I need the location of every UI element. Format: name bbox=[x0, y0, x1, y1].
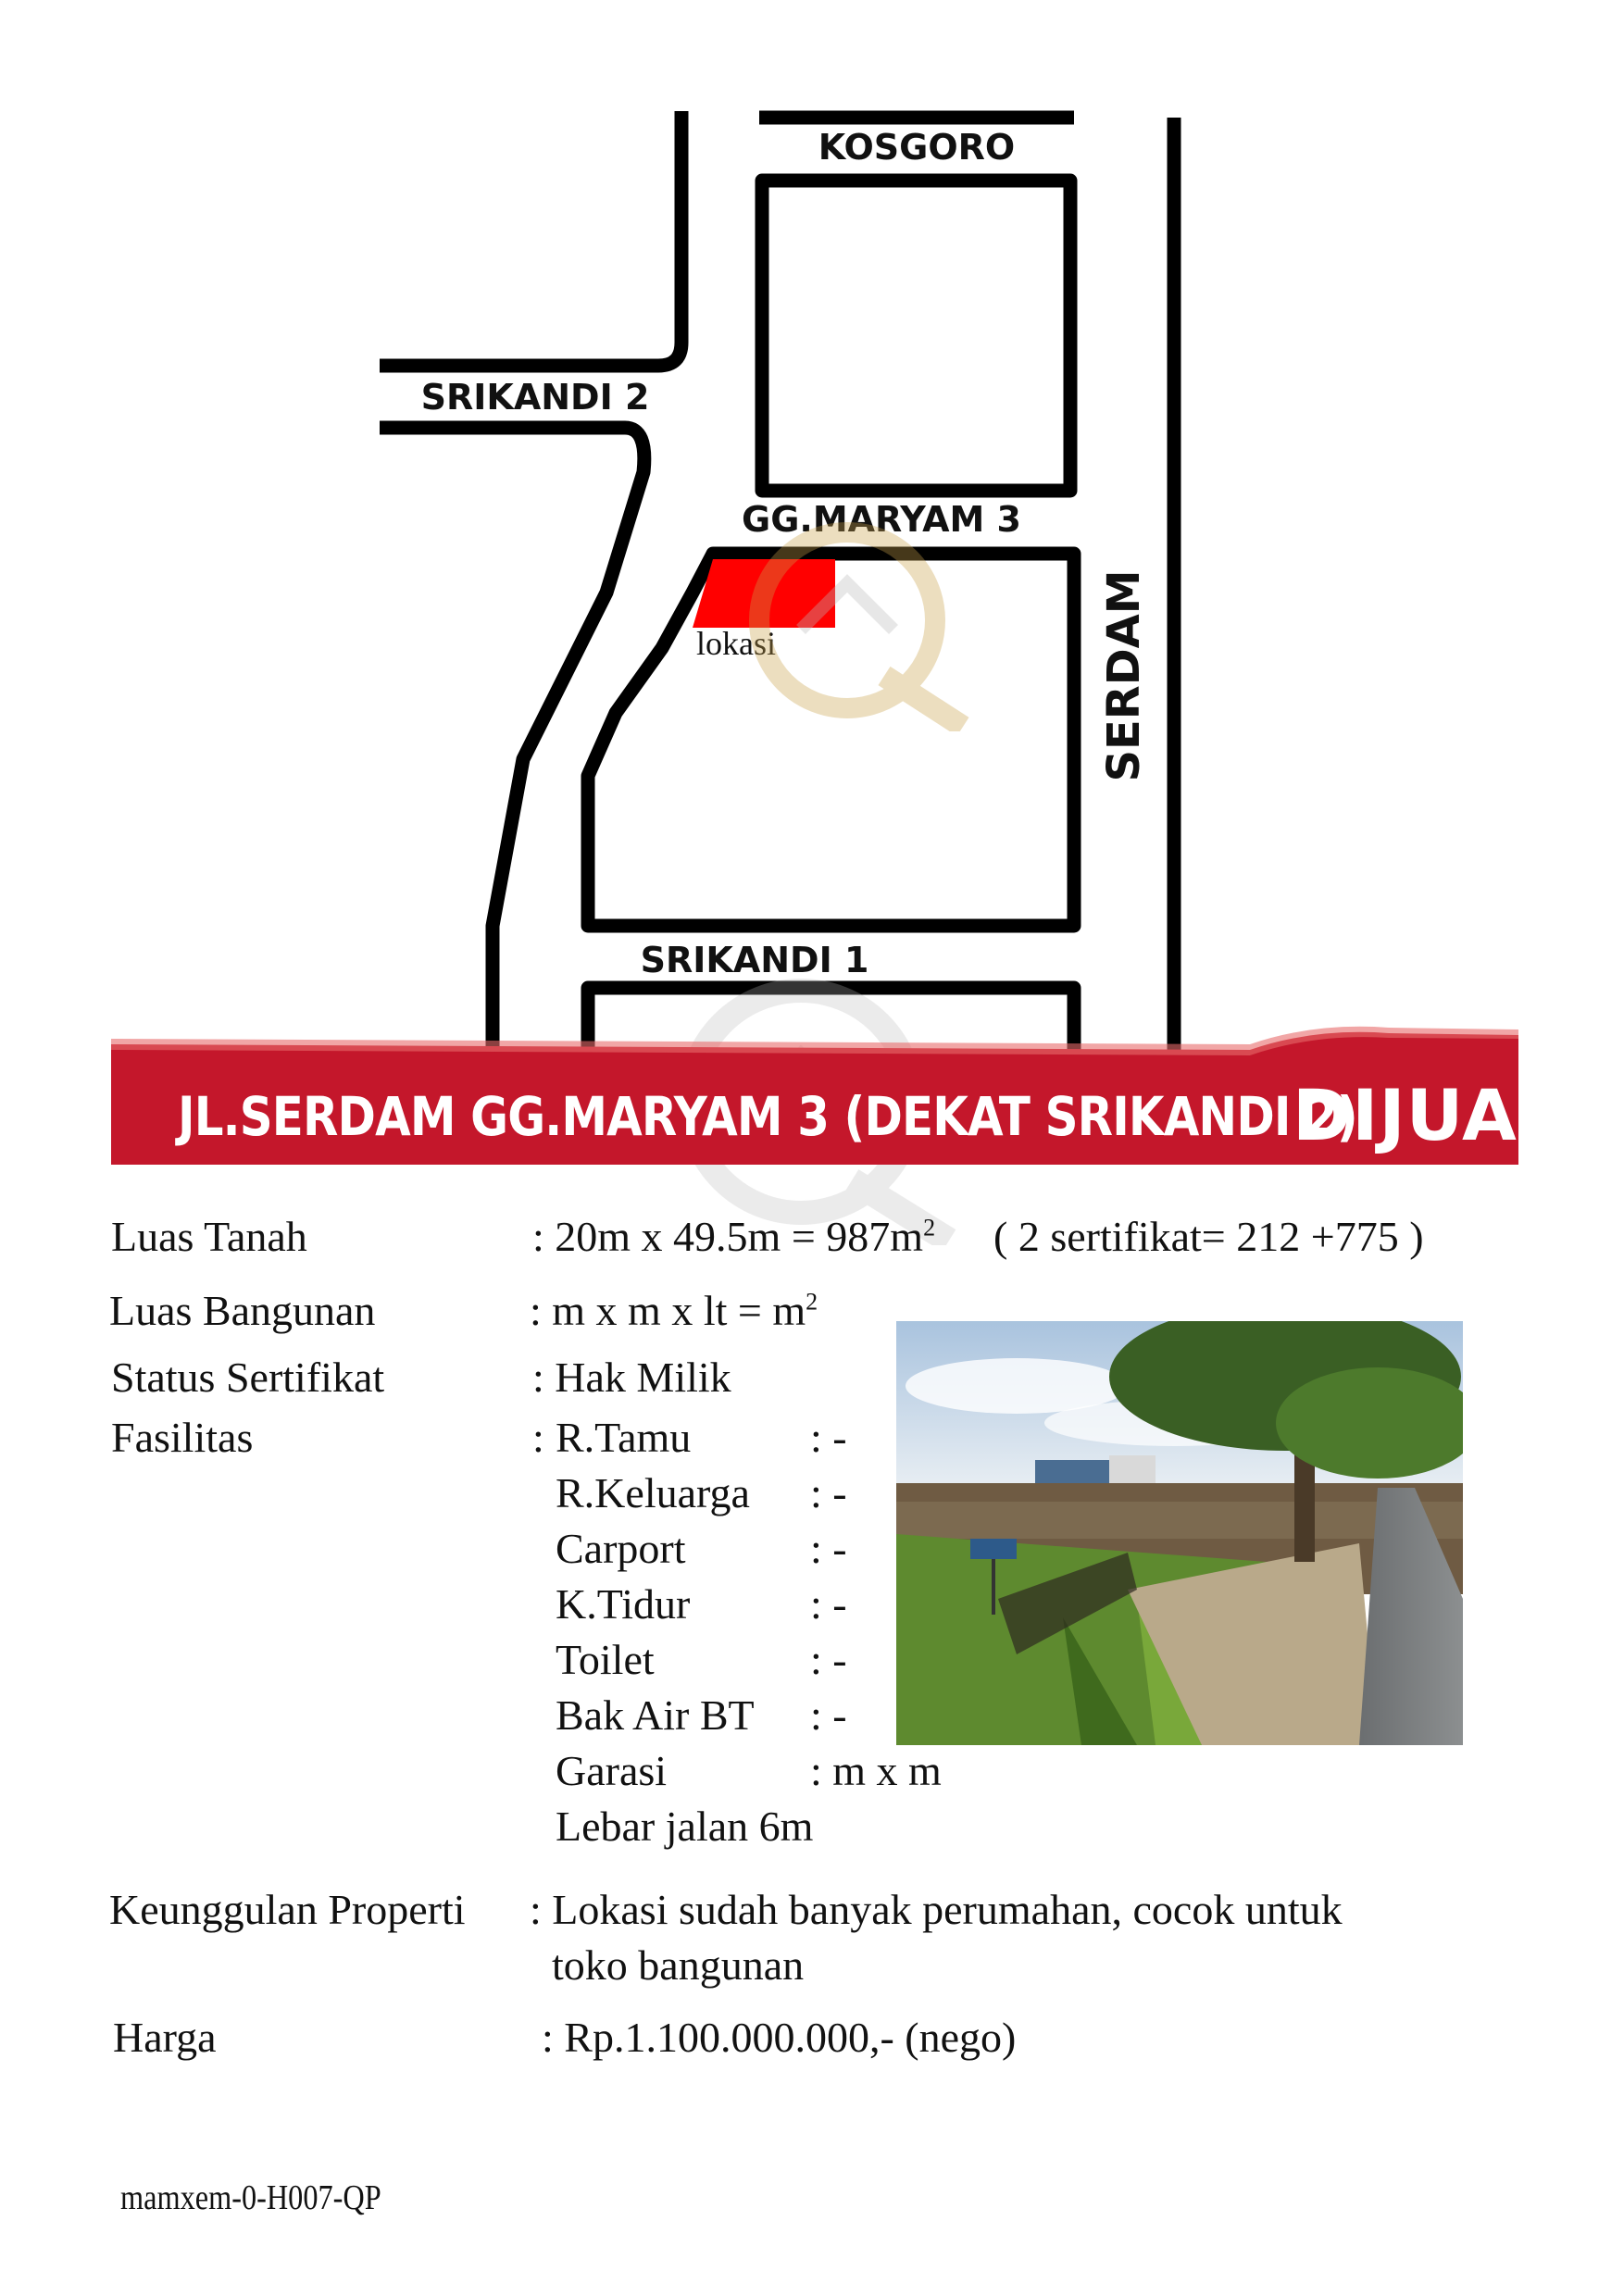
fasilitas-item-value: : - bbox=[810, 1525, 847, 1572]
for-sale-tag: DIJUAL bbox=[1293, 1074, 1564, 1156]
location-map bbox=[0, 0, 1624, 1092]
road-label-serdam: SERDAM bbox=[1098, 569, 1150, 782]
luas-bangunan-label: Luas Bangunan bbox=[109, 1287, 376, 1334]
keunggulan-line2: toko bangunan bbox=[552, 1941, 805, 1989]
fasilitas-item-name: Bak Air BT bbox=[556, 1691, 755, 1739]
fasilitas-item-name: Garasi bbox=[556, 1747, 668, 1794]
location-label: lokasi bbox=[696, 625, 776, 662]
luas-tanah-text: : 20m x 49.5m = 987m bbox=[532, 1213, 924, 1260]
status-sertifikat-value: : Hak Milik bbox=[532, 1354, 731, 1401]
status-sertifikat-label: Status Sertifikat bbox=[111, 1354, 385, 1401]
luas-bangunan-sup: 2 bbox=[806, 1288, 818, 1316]
road-label-kosgoro: KOSGORO bbox=[818, 127, 1016, 168]
fasilitas-label: Fasilitas bbox=[111, 1414, 254, 1461]
fasilitas-item-name: K.Tidur bbox=[556, 1580, 691, 1628]
listing-code: mamxem-0-H007-QP bbox=[120, 2178, 381, 2217]
keunggulan-line1: : Lokasi sudah banyak perumahan, cocok untuk bbox=[530, 1886, 1343, 1933]
lebar-jalan: Lebar jalan 6m bbox=[556, 1803, 814, 1850]
fasilitas-item-value: : - bbox=[810, 1636, 847, 1683]
fasilitas-item-value: : - bbox=[810, 1580, 847, 1628]
banner-title: JL.SERDAM GG.MARYAM 3 (DEKAT SRIKANDI 2) bbox=[178, 1085, 1357, 1148]
road-label-gg-maryam3: GG.MARYAM 3 bbox=[742, 499, 1021, 540]
fasilitas-item-name: R.Tamu bbox=[556, 1414, 692, 1461]
harga-value: : Rp.1.100.000.000,- (nego) bbox=[542, 2014, 1017, 2061]
road-label-srikandi1: SRIKANDI 1 bbox=[640, 940, 869, 980]
road-line bbox=[380, 111, 681, 366]
property-photo bbox=[896, 1321, 1463, 1745]
luas-bangunan-text: : m x m x lt = m bbox=[530, 1287, 806, 1334]
luas-bangunan-value bbox=[530, 1287, 818, 1334]
fasilitas-item-name: Carport bbox=[556, 1525, 686, 1572]
road-label-srikandi2: SRIKANDI 2 bbox=[420, 377, 650, 418]
luas-tanah-value bbox=[532, 1213, 936, 1260]
harga-label: Harga bbox=[113, 2014, 217, 2061]
luas-tanah-extra: ( 2 sertifikat= 212 +775 ) bbox=[993, 1213, 1424, 1260]
fasilitas-item-name: R.Keluarga bbox=[556, 1469, 750, 1516]
fasilitas-item-name: Toilet bbox=[556, 1636, 655, 1683]
fasilitas-item-value: : - bbox=[810, 1691, 847, 1739]
block bbox=[762, 181, 1070, 491]
keunggulan-label: Keunggulan Properti bbox=[109, 1886, 466, 1933]
fasilitas-colon: : bbox=[532, 1414, 544, 1461]
fasilitas-item-value: : m x m bbox=[810, 1747, 942, 1794]
location-plot bbox=[693, 559, 835, 628]
fasilitas-item-value: : - bbox=[810, 1469, 847, 1516]
luas-tanah-sup: 2 bbox=[923, 1214, 936, 1242]
fasilitas-item-value: : - bbox=[810, 1414, 847, 1461]
luas-tanah-label: Luas Tanah bbox=[111, 1213, 307, 1260]
